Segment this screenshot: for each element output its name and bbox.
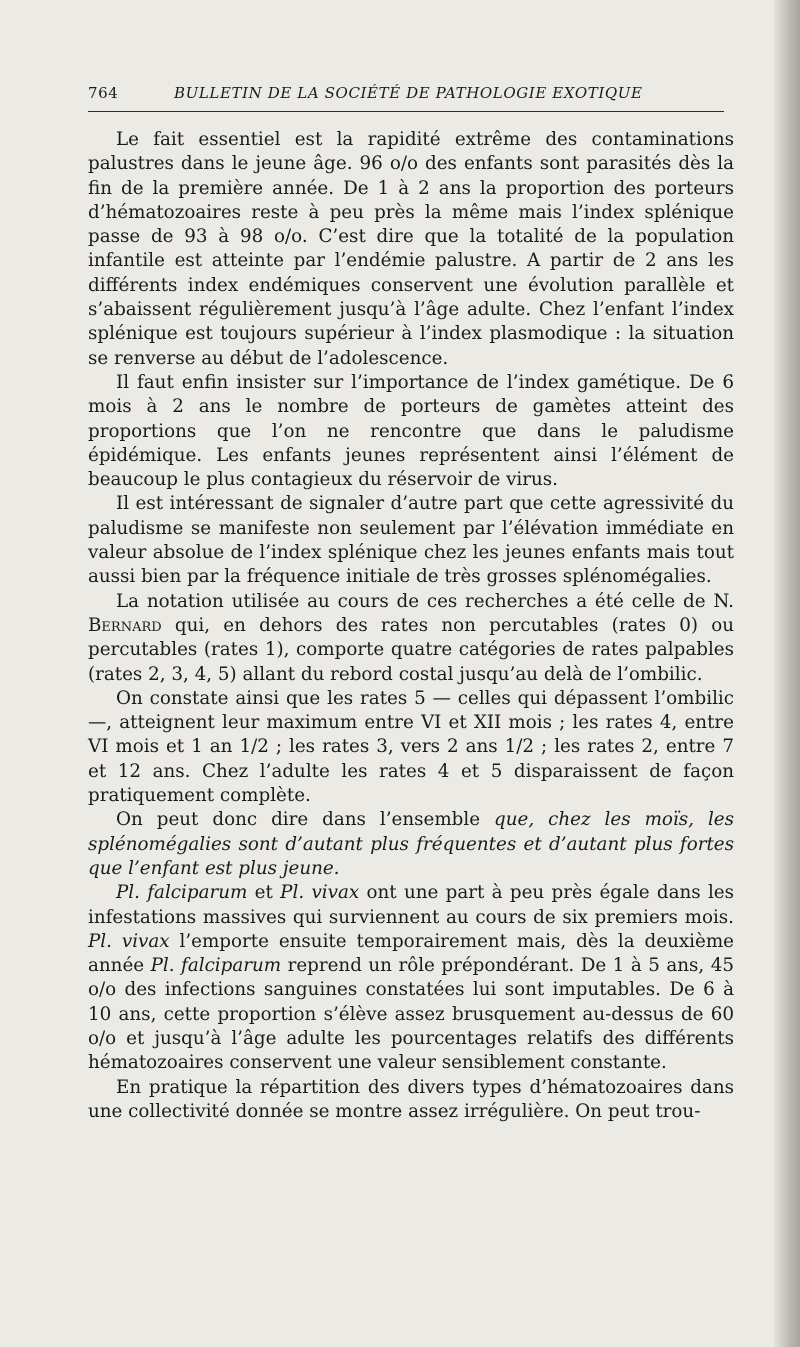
text-run: l’emporte ensuite temporairement mais, dès la deuxième année: [88, 930, 734, 977]
text-run: qui, en dehors des rates non percutables (rates 0) ou percutables (rates 1), comporte quatre catégories de rates palpables (rates 2, 3, 4, 5) allant du rebord costal jusqu’au delà de l’ombilic.: [88, 614, 734, 685]
text-run: Il est intéressant de signaler d’autre part que cette agressivité du paludisme se manifeste non seulement par l’élévation immédiate en valeur absolue de l’index splénique chez les jeunes enfants mais tout aussi bien par la fréquence initiale de très grosses splénomégalies.: [88, 493, 734, 588]
italic-text: Pl. vivax: [280, 882, 360, 904]
body-text: [88, 128, 734, 1124]
italic-text: Pl. falciparum: [150, 955, 282, 977]
header-rule: [88, 111, 724, 112]
italic-text: que, chez les moïs, les splénomégalies sont d’autant plus fréquentes et d’autant plus fortes que l’enfant est plus jeune.: [88, 809, 734, 879]
text-run: En pratique la répartition des divers types d’hématozoaires dans une collectivité donnée se montre assez irrégulière. On peut trou-: [88, 1076, 734, 1122]
paragraph: [88, 492, 734, 589]
paragraph: [88, 1076, 734, 1125]
page-number: 764: [88, 84, 119, 102]
text-run: On constate ainsi que les rates 5 — celles qui dépassent l’ombilic —, atteignent leur maximum entre VI et XII mois ; les rates 4, entre VI mois et 1 an 1/2 ; les rates 3, vers 2 ans 1/2 ; les rates 2, entre 7 et 12 ans. Chez l’adulte les rates 4 et 5 disparaissent de façon pratiquement complète.: [88, 687, 734, 807]
text-run: La notation utilisée au cours de ces recherches a été celle de N.: [116, 590, 734, 612]
paragraph: [88, 590, 734, 687]
paragraph: [88, 371, 734, 492]
paragraph: [88, 881, 734, 1075]
page-edge-shadow: [774, 0, 800, 1347]
text-run: et: [247, 882, 281, 904]
paragraph: [88, 808, 734, 881]
text-run: reprend un rôle prépondérant. De 1 à 5 ans, 45 o/o des infections sanguines constatées lui sont imputables. De 6 à 10 ans, cette proportion s’élève assez brusquement au-dessus de 60 o/o et jusqu’à l’âge adulte les pourcentages relatifs des différents hématozoaires conservent une valeur sensiblement constante.: [88, 955, 734, 1074]
text-run: Le fait essentiel est la rapidité extrême des contaminations palustres dans le jeune âge. 96 o/o des enfants sont parasités dès la fin de la première année. De 1 à 2 ans la proportion des porteurs d’hématozoaires reste à peu près la même mais l’index splénique passe de 93 à 98 o/o. C’est dire que la totalité de la population infantile est atteinte par l’endémie palustre. A partir de 2 ans les différents index endémiques conservent une évolution parallèle et s’abaissent régulièrement jusqu’à l’âge adulte. Chez l’enfant l’index splénique est toujours supérieur à l’index plasmodique : la situation se renverse au début de l’adolescence.: [88, 129, 734, 369]
small-caps-name: Bernard: [88, 614, 162, 636]
italic-text: Pl. falciparum: [116, 882, 248, 904]
text-run: ont une part à peu près égale dans les infestations massives qui surviennent au cours de six premiers mois.: [88, 882, 734, 928]
text-run: On peut donc dire dans l’ensemble: [116, 809, 495, 831]
running-title: BULLETIN DE LA SOCIÉTÉ DE PATHOLOGIE EXOTIQUE: [174, 84, 643, 102]
paragraph: [88, 128, 734, 371]
italic-text: Pl. vivax: [88, 930, 170, 952]
text-run: Il faut enfin insister sur l’importance de l’index gamétique. De 6 mois à 2 ans le nombre de porteurs de gamètes atteint des proportions que l’on ne rencontre que dans le paludisme épidémique. Les enfants jeunes représentent ainsi l’élément de beaucoup le plus contagieux du réservoir de virus.: [88, 371, 734, 491]
paragraph: [88, 687, 734, 808]
page-header: [88, 84, 716, 110]
